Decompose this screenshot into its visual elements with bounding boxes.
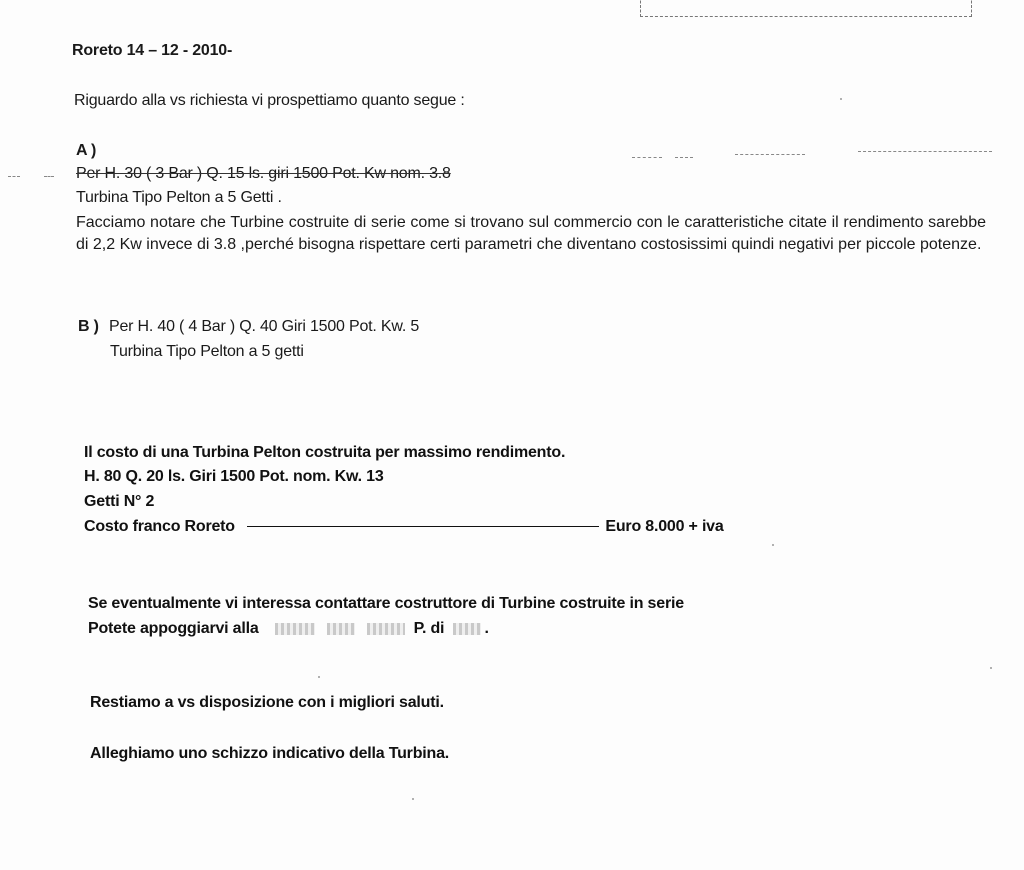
section-b-spec: Per H. 40 ( 4 Bar ) Q. 40 Giri 1500 Pot. Kw. 5: [108, 318, 420, 335]
offer-line-1: Il costo di una Turbina Pelton costruita per massimo rendimento.: [84, 444, 566, 461]
contact-end: .: [484, 620, 489, 637]
offer-cost-label: Costo franco Roreto: [84, 518, 235, 535]
section-a-spec: [76, 165, 451, 183]
scan-dash: [632, 157, 662, 158]
redacted-text: [453, 623, 481, 635]
contact-line-2: [88, 620, 489, 638]
section-b-spec-line: [78, 318, 419, 336]
scan-dash: [44, 176, 54, 177]
redacted-text: [327, 623, 355, 635]
scan-dash: [858, 151, 992, 152]
contact-line-1: Se eventualmente vi interessa contattare costruttore di Turbine costruite in serie: [88, 595, 684, 612]
redacted-text: [275, 623, 315, 635]
intro-line: Riguardo alla vs richiesta vi prospettiamo quanto segue :: [74, 92, 465, 109]
scan-speck: [772, 544, 774, 546]
offer-line-3: Getti N° 2: [84, 493, 155, 510]
scan-speck: [840, 98, 842, 100]
offer-cost-value: Euro 8.000 + iva: [605, 518, 724, 535]
scan-dash: [675, 157, 693, 158]
date-line: Roreto 14 – 12 - 2010-: [72, 42, 233, 59]
scan-dash: [8, 176, 20, 177]
section-b-turbine: Turbina Tipo Pelton a 5 getti: [110, 343, 304, 360]
section-a-label: A ): [76, 142, 97, 159]
section-a-note: Facciamo notare che Turbine costruite di serie come si trovano sul commercio con le caratteristiche citate il rendimento sarebbe di 2,2 Kw invece di 3.8 ,perché bisogna rispettare certi parametri che diventano costosissimi quindi negativi per piccole potenze.: [76, 214, 986, 253]
section-a-turbine: Turbina Tipo Pelton a 5 Getti .: [76, 189, 282, 206]
scan-dash: [735, 154, 805, 155]
scan-speck: [318, 676, 320, 678]
attachment-line: Alleghiamo uno schizzo indicativo della Turbina.: [90, 745, 450, 762]
redacted-text: [367, 623, 405, 635]
scan-speck: [412, 798, 414, 800]
stamp-box: [640, 0, 972, 17]
closing-line: Restiamo a vs disposizione con i migliori saluti.: [90, 694, 444, 711]
offer-line-2: H. 80 Q. 20 ls. Giri 1500 Pot. nom. Kw. 13: [84, 468, 384, 485]
section-a-spec-text: Per H. 30 ( 3 Bar ) Q. 15 ls. giri 1500 Pot. Kw nom. 3.8: [76, 165, 451, 182]
scan-speck: [990, 667, 992, 669]
offer-cost-line: [84, 518, 724, 536]
contact-prefix: Potete appoggiarvi alla: [88, 620, 259, 637]
contact-mid: P. di: [413, 620, 445, 637]
section-b-label: B ): [78, 318, 99, 335]
cost-leader-rule: [247, 526, 599, 527]
